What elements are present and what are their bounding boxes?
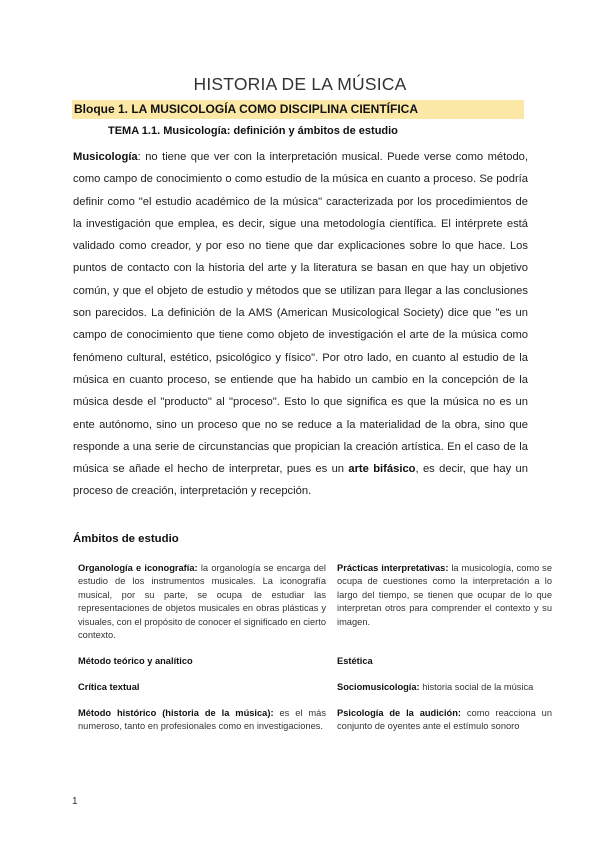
ambito-critica [78,681,326,694]
paragraph-emphasis: arte bifásico [348,463,416,476]
ambito-text: la organología se encarga del estudio de los instrumentos musicales. La iconografía musical, por su parte, se ocupa de estudiar las representaciones de objetos musicales en obras plásticas y visuales, con el propósito de conocer el significado en cierto contexto. [78,563,326,641]
ambito-practicas [337,562,552,629]
ambito-term: Prácticas interpretativas: [337,563,449,573]
ambito-metodo-historico [78,707,326,734]
paragraph-term: Musicología [73,151,138,163]
document-title: HISTORIA DE LA MÚSICA [193,74,407,94]
ambito-psicologia [337,707,552,734]
musicology-paragraph [73,146,528,503]
ambito-text: es el más numeroso, tanto en profesionales como en investigaciones. [78,708,326,732]
ambito-organologia [78,562,326,642]
ambito-estetica [337,655,552,668]
ambito-term: Estética [337,656,373,666]
ambito-metodo-teorico [78,655,326,668]
paragraph-text-1: : no tiene que ver con la interpretación musical. Puede verse como método, como campo de conocimiento o como estudio de la música en cuanto a proceso. Se podría definir como "el estudio académico de la música" caracterizada por los procedimientos de la investigación que emplea, es decir, sigue una metodología científica. El intérprete está validado como creador, y por eso no tiene que dar explicaciones sobre lo que hace. Los puntos de contacto con la historia del arte y la literatura se basan en que hay un objetivo común, y que el objeto de estudio y métodos que se utilizan para llegar a las conclusiones son parecidos. La definición de la AMS (American Musicological Society) dice que "es un campo de conocimiento que tiene como objeto de investigación el arte de la música como fenómeno cultural, estético, psicológico y físico". Por otro lado, en cuanto al estudio de la música en cuanto proceso, se entiende que ha habido un cambio en la concepción de la música desde el "producto" al "proceso". Esto lo que significa es que la música no es un ente autónomo, sino un proceso que no se reduce a la materialidad de la obra, sino que responde a una serie de circunstancias que propician la creación artística. En el caso de la música se añade el hecho de interpretar, pues es un [73,151,528,476]
ambito-term: Método histórico (historia de la música): [78,708,274,718]
ambito-text: la musicología, como se ocupa de cuestiones como la interpretación a lo largo del tiempo, se tienen que ocupar de lo que interpretan otros para comprender el contexto y su imagen. [337,563,552,627]
page-number: 1 [72,796,78,807]
ambito-sociomusicologia [337,681,552,694]
paragraph-text-2: , es decir, que hay un proceso de creación, interpretación y recepción. [73,463,528,498]
ambito-term: Psicología de la audición: [337,708,462,718]
ambito-term: Crítica textual [78,682,140,692]
ambito-text: como reacciona un conjunto de oyentes ante el estímulo sonoro [337,708,552,732]
ambito-text: historia social de la música [419,682,534,692]
ambito-term: Método teórico y analítico [78,656,193,666]
ambito-term: Sociomusicología: [337,682,420,692]
block-heading: Bloque 1. LA MUSICOLOGÍA COMO DISCIPLINA CIENTÍFICA [72,100,524,119]
topic-heading: TEMA 1.1. Musicología: definición y ámbitos de estudio [108,125,398,137]
ambito-term: Organología e iconografía: [78,563,198,573]
ambitos-heading: Ámbitos de estudio [73,533,179,545]
